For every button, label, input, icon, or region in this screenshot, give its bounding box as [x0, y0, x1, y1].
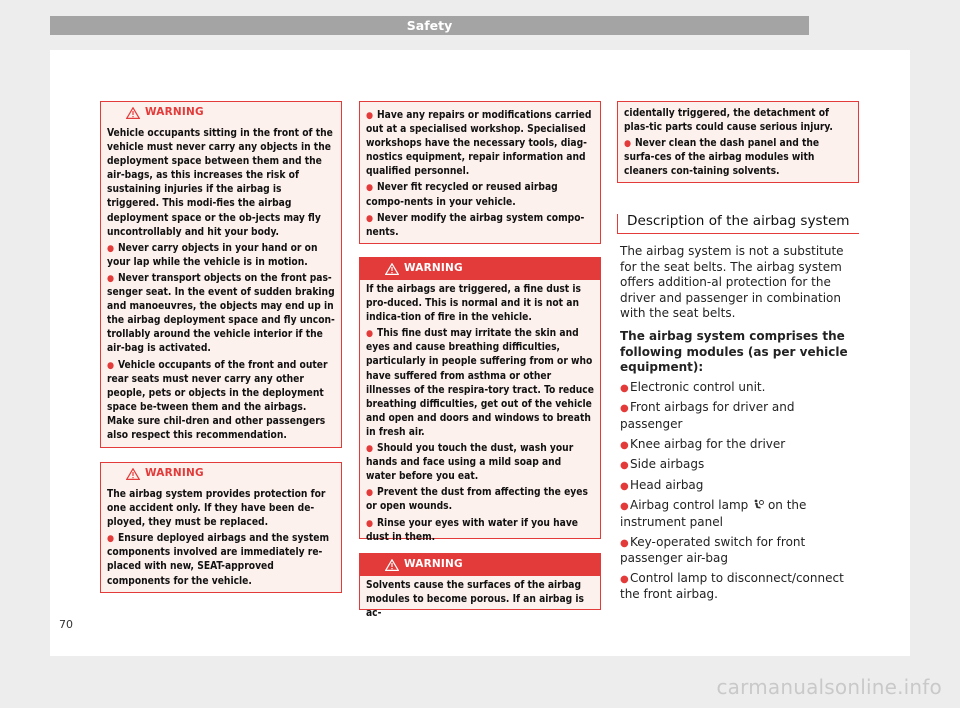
warning-box-4 — [359, 553, 601, 620]
warning-paragraph: The airbag system provides protection for one accident only. If they have been de-ployed, they must be replaced. — [107, 489, 326, 529]
bullet-icon: ● — [107, 273, 115, 284]
bullet-icon: ● — [620, 460, 629, 472]
list-item: ● Prevent the dust from affecting the eyes or open wounds. — [366, 487, 588, 513]
bullet-icon: ● — [624, 139, 632, 150]
modules-lead: The airbag system comprises the following modules (as per vehicle equipment): — [620, 328, 848, 375]
list-item: ● Rinse your eyes with water if you have dust in them. — [366, 517, 579, 543]
watermark: carmanualsonline.info — [716, 675, 942, 699]
warning-paragraph: If the airbags are triggered, a fine dust is pro-duced. This is normal and it is not an indica-tion of fire in the vehicle. — [366, 284, 581, 324]
warning-triangle-icon — [385, 263, 399, 275]
list-item: ● This fine dust may irritate the skin and eyes and cause breathing difficulties, particularly in people suffering from or who have suffered from asthma or other illnesses of the respira-tory tract. To reduce breathing difficulties, get out of the vehicle and open and doors and windows to breath in fresh air. — [366, 328, 594, 438]
warning-title: WARNING — [145, 106, 204, 118]
bullet-icon: ● — [366, 444, 374, 455]
warning-title: WARNING — [145, 467, 204, 479]
list-item: ●Key-operated switch for front passenger air-bag — [620, 534, 806, 566]
list-item: ●Knee airbag for the driver — [620, 437, 858, 454]
airbag-lamp-icon — [752, 499, 764, 510]
page-number: 70 — [59, 618, 73, 631]
list-item: ● Never clean the dash panel and the surfa-ces of the airbag modules with cleaners con-taining solvents. — [624, 138, 820, 178]
list-item: ● Have any repairs or modifications carried out at a specialised workshop. Specialised workshops have the necessary tools, diag-nostics equipment, repair information and qualified personnel. — [366, 110, 592, 178]
warning-header — [101, 102, 341, 124]
list-item: ●Control lamp to disconnect/connect the front airbag. — [620, 570, 844, 602]
warning-paragraph: cidentally triggered, the detachment of plas-tic parts could cause serious injury. — [624, 108, 833, 134]
page-header: Safety — [50, 16, 809, 35]
bullet-icon: ● — [620, 537, 629, 549]
warning-box-1 — [100, 101, 342, 448]
warning-header — [360, 258, 600, 280]
list-item: ●Electronic control unit. — [620, 380, 858, 397]
warning-box-2 — [100, 462, 342, 593]
section-heading-marker — [617, 214, 618, 233]
warning-paragraph: Vehicle occupants sitting in the front of the vehicle must never carry any objects in the deployment space between them and the air-bags, as this increases the risk of sustaining injuries if the airbag is triggered. This modi-fies the airbag deployment space or the ob-jects may fly uncontrollably and hit your body. — [107, 128, 333, 238]
section-body — [620, 244, 858, 603]
list-item: ● Never transport objects on the front pas-senger seat. In the event of sudden braking and manoeuvres, the objects may end up in the airbag deployment space and fly uncon-trollably around the vehicle interior if the air-bag is activated. — [107, 272, 335, 355]
warning-box-continued — [359, 101, 601, 244]
warning-triangle-icon — [126, 107, 140, 119]
list-item: ● Never carry objects in your hand or on your lap while the vehicle is in motion. — [107, 242, 318, 268]
list-item: ●Side airbags — [620, 457, 858, 474]
warning-title: WARNING — [404, 558, 463, 570]
section-title: Description of the airbag system — [627, 213, 850, 229]
bullet-icon: ● — [620, 501, 629, 513]
warning-title: WARNING — [404, 262, 463, 274]
warning-paragraph: Solvents cause the surfaces of the airbag modules to become porous. If an airbag is ac- — [366, 580, 585, 620]
section-heading-rule — [617, 233, 859, 234]
bullet-icon: ● — [620, 403, 629, 415]
bullet-icon: ● — [620, 382, 629, 394]
list-item: ● Should you touch the dust, wash your hands and face using a mild soap and water before you eat. — [366, 443, 574, 483]
warning-triangle-icon — [126, 468, 140, 480]
list-item: ● Never fit recycled or reused airbag compo-nents in your vehicle. — [366, 182, 558, 208]
warning-triangle-icon — [385, 559, 399, 571]
bullet-icon: ● — [107, 534, 115, 545]
bullet-icon: ● — [366, 213, 374, 224]
bullet-icon: ● — [620, 480, 629, 492]
bullet-icon: ● — [366, 488, 374, 499]
intro-paragraph: The airbag system is not a substitute for the seat belts. The airbag system offers addition-al protection for the driver and passenger in combination with the seat belts. — [620, 244, 844, 321]
bullet-icon: ● — [366, 111, 374, 121]
bullet-icon: ● — [620, 573, 629, 585]
list-item: ●Front airbags for driver and passenger — [620, 400, 795, 431]
warning-header — [101, 463, 341, 485]
warning-box-continued-2 — [617, 101, 859, 183]
bullet-icon: ● — [620, 439, 629, 451]
bullet-icon: ● — [366, 329, 374, 340]
list-item: ● Vehicle occupants of the front and outer rear seats must never carry any other people, pets or objects in the deployment space be-tween them and the airbags. Make sure chil-dren and other passengers also respect this recommendation. — [107, 359, 328, 441]
list-item: ●Airbag control lamp on the instrument panel — [620, 498, 807, 529]
list-item: ●Head airbag — [620, 478, 858, 495]
list-item: ● Ensure deployed airbags and the system components involved are immediately re-placed with new, SEAT-approved components for the vehicle. — [107, 533, 330, 587]
bullet-icon: ● — [366, 518, 374, 529]
bullet-icon: ● — [107, 243, 115, 254]
warning-box-3 — [359, 257, 601, 543]
list-item: ● Never modify the airbag system compo-nents. — [366, 212, 585, 238]
bullet-icon: ● — [366, 183, 374, 194]
warning-header — [360, 554, 600, 576]
bullet-icon: ● — [107, 360, 115, 371]
